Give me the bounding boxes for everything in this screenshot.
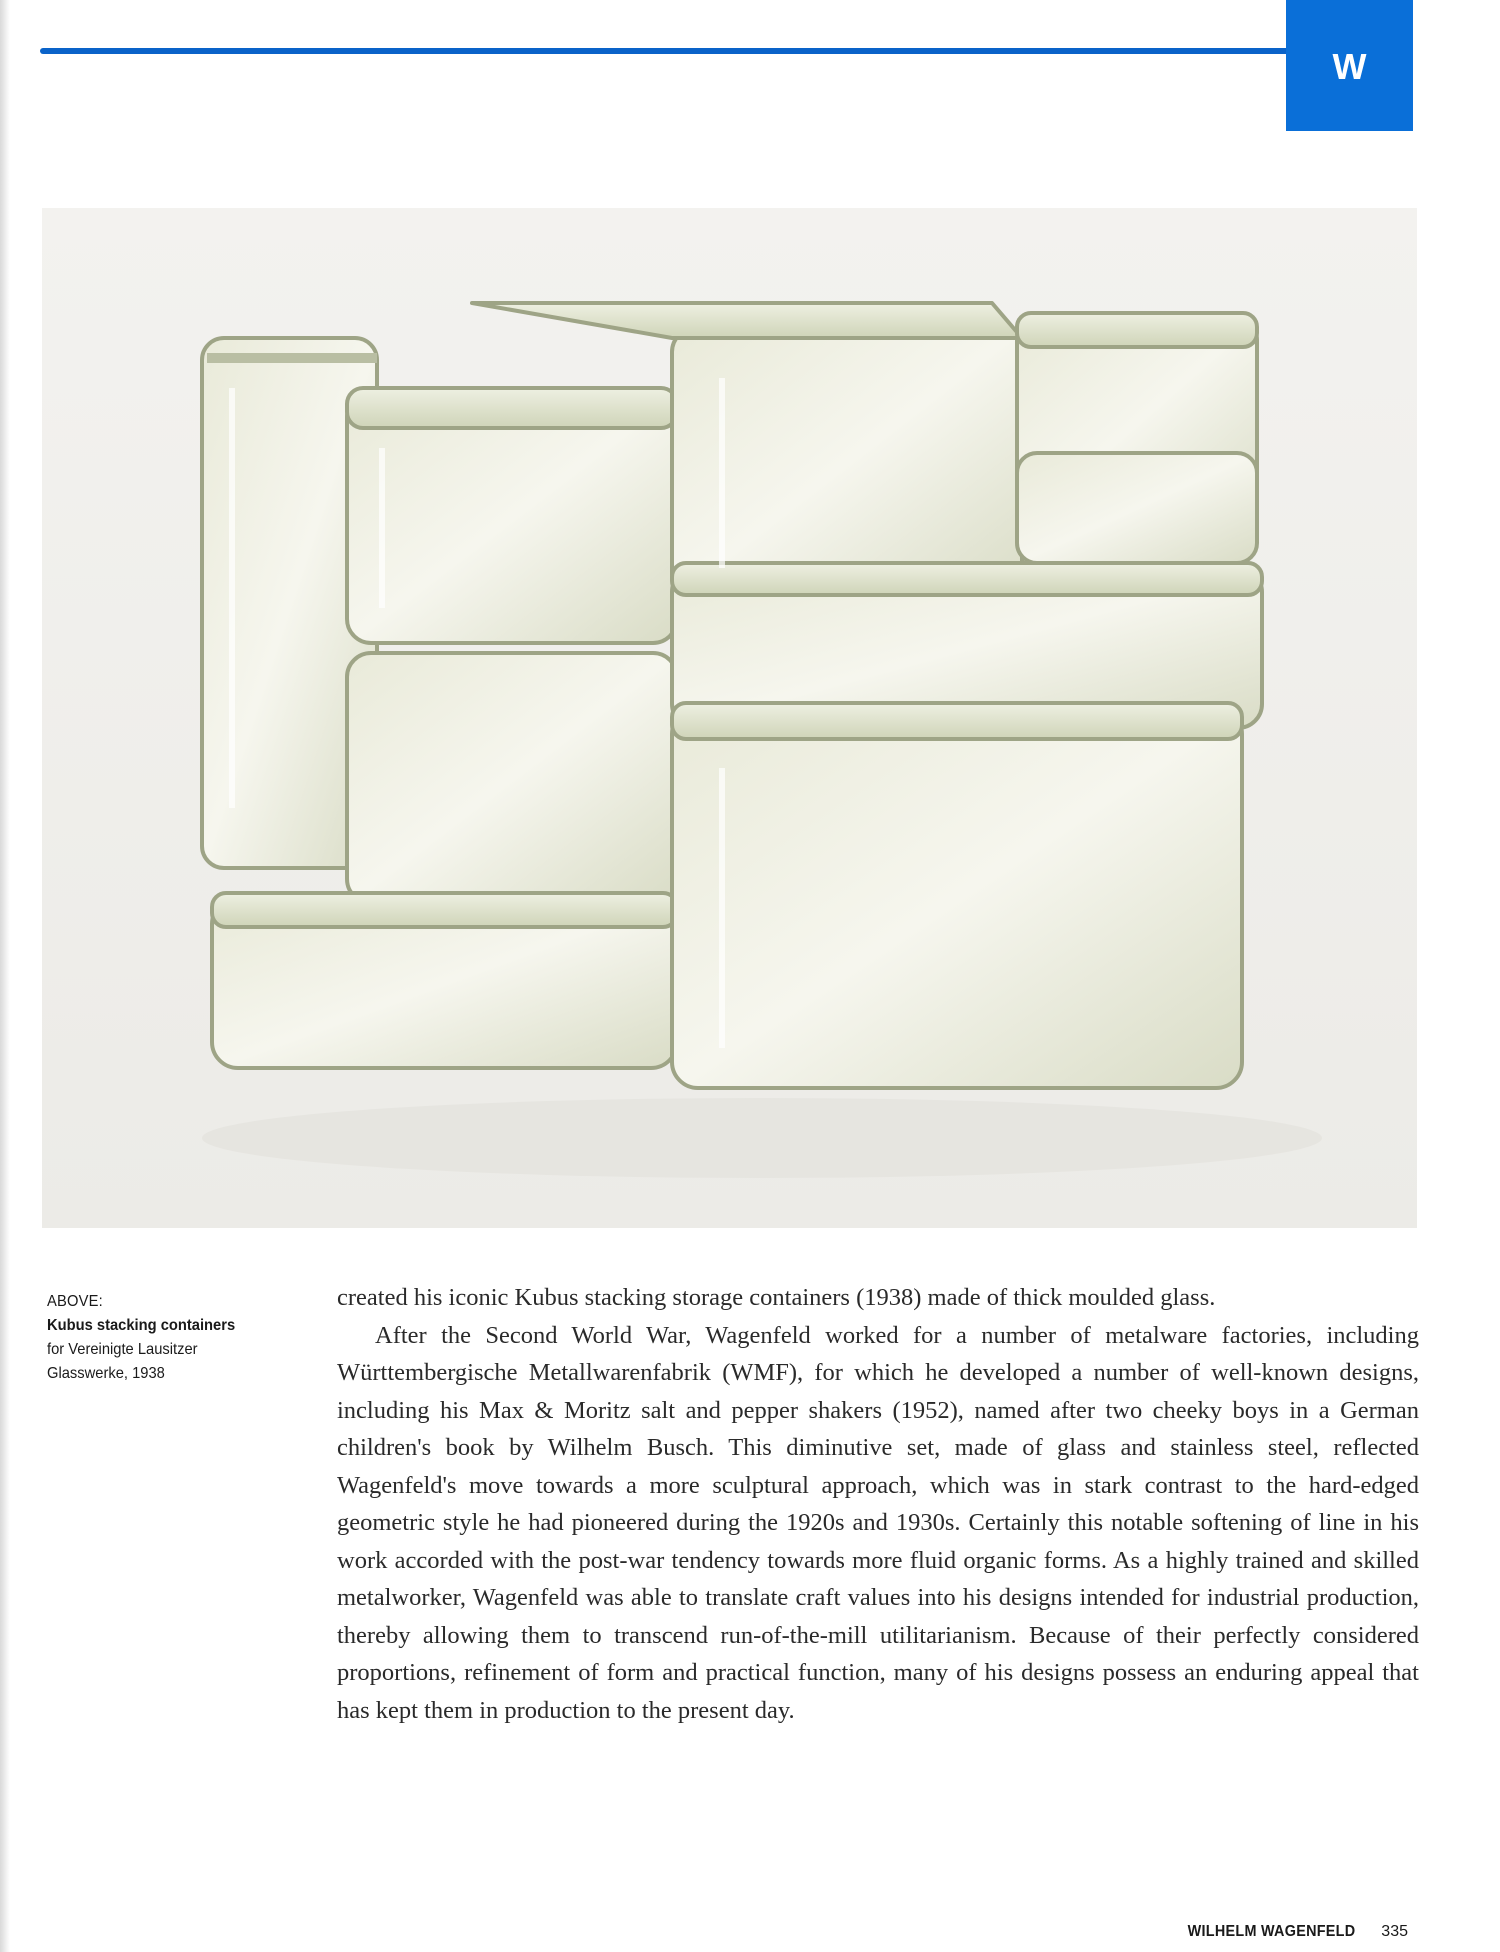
body-text [337, 1279, 1419, 1729]
body-paragraph-2: After the Second World War, Wagenfeld worked for a number of metalware factories, including Württembergische Metallwarenfabrik (WMF), for which he developed a number of well-known designs, including his Max & Moritz salt and pepper shakers (1952), named after two cheeky boys in a German children's book by Wilhelm Busch. This diminutive set, made of glass and stainless steel, reflected Wagenfeld's move towards a more sculptural approach, which was in stark contrast to the hard-edged geometric style he had pioneered during the 1920s and 1930s. Certainly this notable softening of line in his work accorded with the post-war tendency towards more fluid organic forms. As a highly trained and skilled metalworker, Wagenfeld was able to translate craft values into his designs intended for industrial production, thereby allowing them to transcend run-of-the-mill utilitarianism. Because of their perfectly considered proportions, refinement of form and practical function, many of his designs possess an enduring appeal that has kept them in production to the present day. [337, 1321, 1419, 1724]
section-letter: W [1332, 45, 1367, 87]
container-left-lower [347, 653, 677, 903]
caption-line-2: Glasswerke, 1938 [47, 1365, 165, 1382]
body-paragraph-1: created his iconic Kubus stacking storage containers (1938) made of thick moulded glass. [337, 1284, 1216, 1311]
section-tab [1286, 0, 1413, 131]
glass-containers-illustration [42, 208, 1417, 1228]
container-left-upper [347, 393, 677, 643]
caption-lead: ABOVE: [47, 1293, 103, 1310]
figure-photo [42, 208, 1417, 1228]
page-gutter-shadow [0, 0, 10, 1952]
running-head: WILHELM WAGENFELD [1187, 1923, 1356, 1940]
page-footer [1169, 1923, 1408, 1941]
header-rule [40, 48, 1288, 54]
container-bottom-right [672, 708, 1242, 1088]
figure-caption [47, 1290, 268, 1386]
caption-title: Kubus stacking containers [47, 1317, 236, 1334]
caption-line-1: for Vereinigte Lausitzer [47, 1341, 198, 1358]
page-number: 335 [1381, 1923, 1408, 1940]
